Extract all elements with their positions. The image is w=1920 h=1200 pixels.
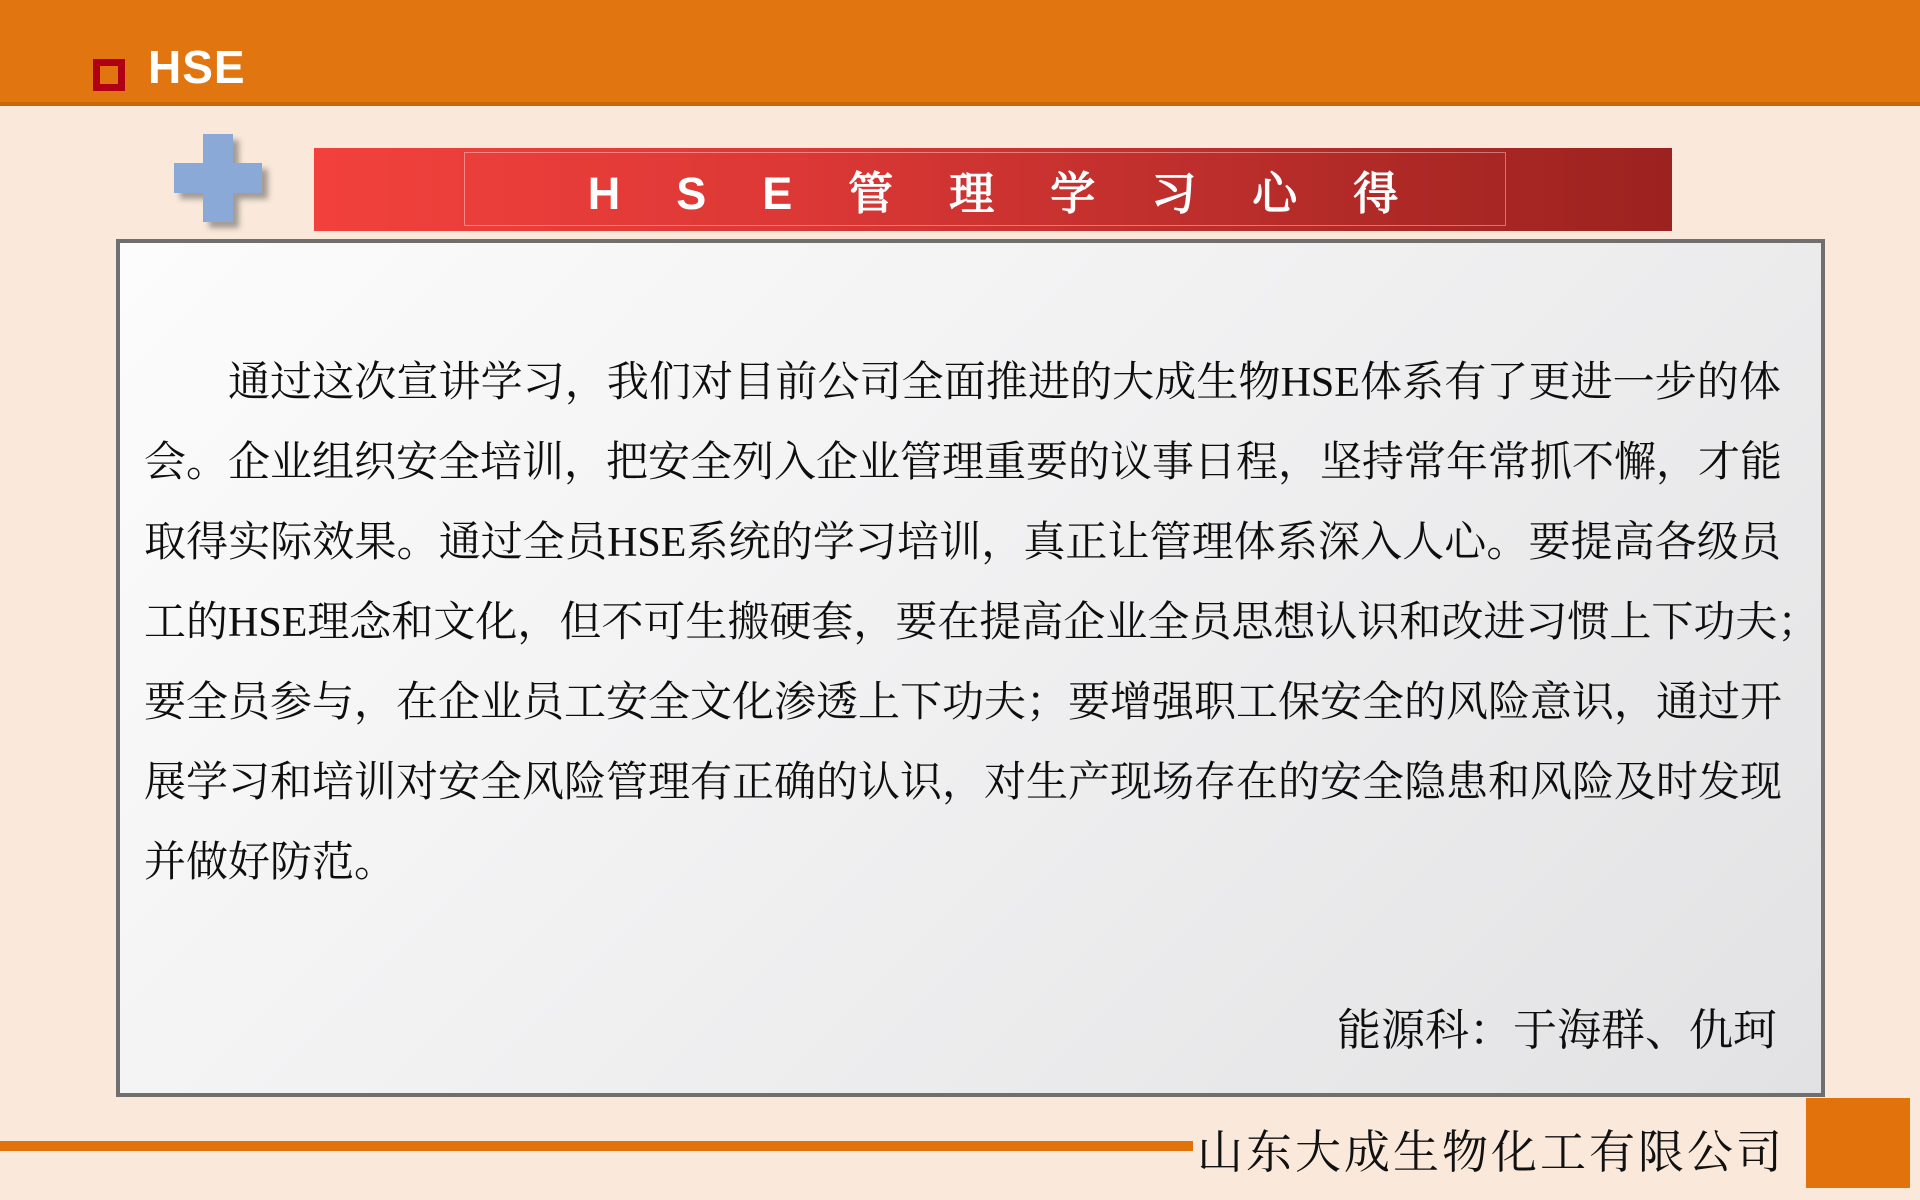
content-panel (116, 239, 1825, 1097)
plus-icon (174, 134, 262, 222)
footer-orange-block (1806, 1098, 1910, 1188)
signature-text: 能源科：于海群、仇珂 (1337, 1006, 1777, 1055)
footer-company-name: 山东大成生物化工有限公司 (1197, 1126, 1785, 1178)
body-text-line: 会。企业组织安全培训，把安全列入企业管理重要的议事日程，坚持常年常抓不懈，才能 (144, 440, 1783, 486)
body-text-line: 展学习和培训对安全风险管理有正确的认识，对生产现场存在的安全隐患和风险及时发现 (144, 760, 1783, 806)
title-banner (314, 148, 1672, 231)
slide-title: HSE管理学习心得 (587, 168, 1455, 219)
logo-square-icon (93, 59, 125, 91)
body-text-line: 取得实际效果。通过全员HSE系统的学习培训，真正让管理体系深入人心。要提高各级员 (144, 520, 1781, 566)
header-bar (0, 0, 1920, 106)
body-text-line: 并做好防范。 (144, 840, 397, 886)
body-text-line: 要全员参与，在企业员工安全文化渗透上下功夫；要增强职工保安全的风险意识，通过开 (144, 680, 1783, 726)
body-text-line: 通过这次宣讲学习，我们对目前公司全面推进的大成生物HSE体系有了更进一步的体 (228, 360, 1781, 406)
body-text-line: 工的HSE理念和文化，但不可生搬硬套，要在提高企业全员思想认识和改进习惯上下功夫； (144, 600, 1820, 646)
footer-rule (0, 1141, 1193, 1151)
logo-text: HSE (148, 41, 246, 93)
plus-icon-horizontal-bar (174, 163, 262, 193)
